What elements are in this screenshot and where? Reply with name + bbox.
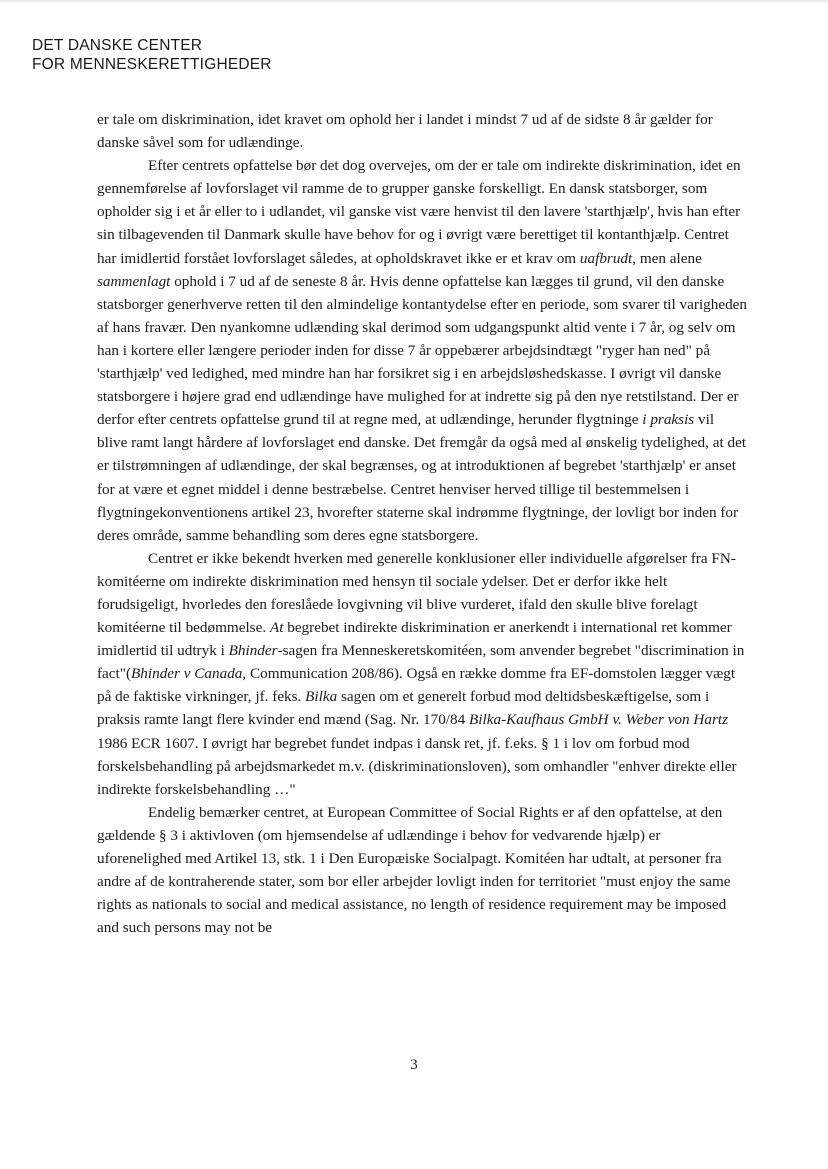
italic-text: At	[269, 619, 284, 637]
page-number: 3	[410, 1057, 418, 1073]
italic-text: sammenlagt	[97, 272, 171, 290]
text-run: er tale om diskrimination, idet kravet om ophold her i landet i mindst 7 ud af de sidste 8 år gælder for danske såvel som for udlændinge.	[97, 111, 713, 152]
paragraph	[97, 108, 747, 154]
text-run: begrebet indirekte diskrimination er anerkendt i international ret kommer imidlertid til udtryk i	[97, 619, 732, 660]
text-run: , men alene	[632, 249, 702, 267]
text-run: vil blive ramt langt hårdere af lovforslaget end danske. Det fremgår da også med al ønskelig tydelighed, at det er tilstrømningen af udlændinge, der skal begrænses, og at introduktionen af begrebet 'starthjælp' er anset for at være et egnet middel i denne bestræbelse. Centret henviser herved tillige til bestemmelsen i flygtningekonventionens artikel 23, hvorefter staterne skal indrømme flygtninge, der lovligt bor inden for deres område, samme behandling som deres egne statsborgere.	[97, 411, 747, 544]
text-run: -sagen fra Menneskeretskomitéen, som anvender begrebet "discrimination in fact"(	[97, 642, 745, 683]
text-run: Endelig bemærker centret, at European Committee of Social Rights er af den opfattelse, at den gældende § 3 i aktivloven (om hjemsendelse af udlændinge i behov for vedvarende hjælp) er uforenelighed med Artikel 13, stk. 1 i Den Europæiske Socialpagt. Komitéen har udtalt, at personer fra andre af de kontraherende stater, som bor eller arbejder lovligt inden for territoriet "must enjoy the same rights as nationals to social and medical assistance, no length of residence requirement may be imposed and such persons may not be	[97, 803, 731, 937]
page-edge	[0, 0, 828, 4]
text-run: sagen om et generelt forbud mod deltidsbeskæftigelse, som i praksis ramte langt flere kvinder end mænd (Sag. Nr. 170/84	[97, 688, 710, 729]
italic-text: Bilka	[305, 688, 338, 706]
text-run: Centret er ikke bekendt hverken med generelle konklusioner eller individuelle afgørelser fra FN-komitéerne om indirekte diskrimination med hensyn til sociale ydelser. Det er derfor ikke helt forudsigeligt, hvorledes den foreslåede lovgivning vil blive vurderet, ifald den skulle blive forelagt komitéerne til bedømmelse.	[97, 549, 736, 637]
text-run: Communication 208/86). Også en række domme fra EF-domstolen lægger vægt på de faktiske virkninger, jf. feks.	[97, 665, 736, 706]
italic-text: i praksis	[642, 411, 695, 429]
body-text	[97, 108, 747, 939]
italic-text: Bhinder	[228, 642, 278, 660]
text-run: 1986 ECR 1607. I øvrigt har begrebet fundet indpas i dansk ret, jf. f.eks. § 1 i lov om forbud mod forskelsbehandling på arbejdsmarkedet m.v. (diskriminationsloven), som omhandler "enhver direkte eller indirekte forskelsbehandling …"	[97, 734, 737, 798]
italic-text: Bilka-Kaufhaus GmbH v. Weber von Hartz	[469, 711, 729, 729]
letterhead	[32, 36, 272, 74]
letterhead-line-1: DET DANSKE CENTER	[32, 37, 203, 54]
letterhead-line-2: FOR MENNESKERETTIGHEDER	[32, 56, 272, 73]
paragraph	[97, 547, 747, 801]
italic-text: uafbrudt	[579, 249, 633, 267]
text-run: ophold i 7 ud af de seneste 8 år. Hvis denne opfattelse kan lægges til grund, vil den danske statsborger generhverve retten til den almindelige kontantydelse efter en periode, som svarer til varigheden af hans fravær. Den nyankomne udlænding skal derimod som udgangspunkt altid vente i 7 år, og selv om han i kortere eller længere perioder inden for disse 7 år oppebærer arbejdsindtægt "ryger han ned" på 'starthjælp' ved ledighed, med mindre han har forsikret sig i en arbejdsløshedskasse. I øvrigt vil danske statsborgere i højere grad end udlændinge have mulighed for at indrette sig på den nye retstilstand. Der er derfor efter centrets opfattelse grund til at regne med, at udlændinge, herunder flygtninge	[97, 272, 748, 429]
italic-text: Bhinder v Canada,	[131, 665, 247, 683]
text-run: Efter centrets opfattelse bør det dog overvejes, om der er tale om indirekte diskrimination, idet en gennemførelse af lovforslaget vil ramme de to grupper ganske forskelligt. En dansk statsborger, som opholder sig i et år eller to i udlandet, vil ganske vist være henvist til den lavere 'starthjælp', hvis han efter sin tilbagevenden til Danmark skulle have behov for og i øvrigt være berettiget til kontanthjælp. Centret har imidlertid forstået lovforslaget således, at opholdskravet ikke er et krav om	[97, 157, 741, 267]
paragraph	[97, 801, 747, 940]
paragraph	[97, 154, 747, 547]
